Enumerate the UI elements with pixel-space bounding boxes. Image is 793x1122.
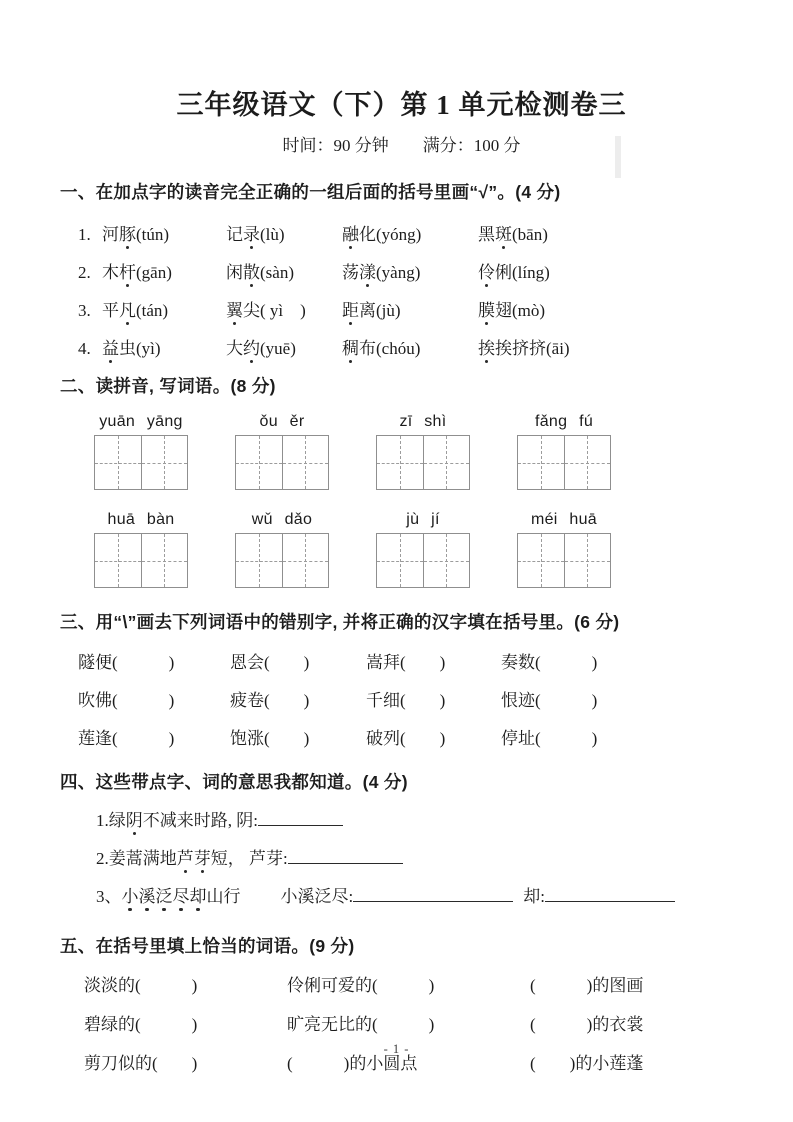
phrase-with-blank: ( )的小圆点: [287, 1054, 418, 1073]
grid-cell: [377, 436, 424, 489]
phrase-with-blank: 伶俐可爱的( ): [287, 976, 435, 995]
phrase-with-blank: 旷亮无比的( ): [287, 1015, 435, 1034]
phrase-with-blank: ( )的衣裳: [530, 1015, 644, 1034]
phrase-with-blank: ( )的小莲蓬: [530, 1054, 644, 1073]
answer-blank: [353, 887, 513, 902]
phrase-with-blank: 淡淡的( ): [84, 976, 198, 995]
answer-blank: [258, 811, 343, 826]
word-with-pinyin: 荡漾(yàng): [342, 263, 421, 282]
writing-grid: [517, 435, 611, 490]
writing-grid: [94, 533, 188, 588]
pinyin-grid-group: [94, 412, 188, 490]
word-with-blank: 恩会( ): [230, 653, 310, 672]
word-with-pinyin: 膜翅(mò): [478, 301, 546, 320]
section-3-body: [60, 650, 743, 752]
pinyin-label: fǎng fú: [534, 413, 594, 430]
word-with-blank: 破列( ): [366, 729, 446, 748]
pinyin-label: zī shì: [399, 413, 447, 430]
meaning-question: [60, 846, 743, 872]
writing-grid: [235, 435, 329, 490]
grid-cell: [377, 534, 424, 587]
word-with-blank: 隧便( ): [78, 653, 175, 672]
word-with-pinyin: 河豚(tún): [102, 225, 170, 244]
grid-cell: [95, 436, 142, 489]
word-with-blank: 吹佛( ): [78, 691, 175, 710]
answer-blank: [545, 887, 675, 902]
typo-correction-row: [60, 726, 743, 752]
item-number: 2.: [78, 263, 91, 282]
section-1-body: [60, 222, 743, 362]
grid-cell: [283, 436, 329, 489]
section-1-heading: 一、在加点字的读音完全正确的一组后面的括号里画“√”。(4 分): [60, 182, 561, 202]
word-with-pinyin: 闲散(sàn): [226, 263, 294, 282]
item-number: 3.: [78, 301, 91, 320]
word-with-blank: 嵩拜( ): [366, 653, 446, 672]
meaning-question: [60, 808, 743, 834]
word-with-pinyin: 记录(lù): [226, 225, 285, 244]
pinyin-grid-group: [235, 510, 329, 588]
phrase-with-blank: ( )的图画: [530, 976, 644, 995]
pinyin-grid-group: [517, 510, 611, 588]
writing-grid: [235, 533, 329, 588]
pinyin-grid-group: [517, 412, 611, 490]
word-with-pinyin: 翼尖( yì ): [226, 301, 306, 320]
word-with-pinyin: 黑斑(bān): [478, 225, 548, 244]
typo-correction-row: [60, 688, 743, 714]
phrase-with-blank: 剪刀似的( ): [84, 1054, 198, 1073]
grid-cell: [142, 436, 188, 489]
grid-cell: [283, 534, 329, 587]
sub-question-label: 小溪泛尽:: [280, 887, 354, 906]
grid-cell: [518, 534, 565, 587]
pinyin-choice-row: [60, 336, 743, 362]
word-with-blank: 饱涨( ): [230, 729, 310, 748]
section-5-body: [60, 972, 743, 1077]
fill-word-row: [60, 1011, 743, 1038]
word-with-pinyin: 木杆(gān): [102, 263, 172, 282]
word-with-blank: 千细( ): [366, 691, 446, 710]
fill-word-row: [60, 972, 743, 999]
word-with-blank: 奏数( ): [501, 653, 598, 672]
word-with-blank: 停址( ): [501, 729, 598, 748]
pinyin-grid-group: [94, 510, 188, 588]
section-4-heading: 四、这些带点字、词的意思我都知道。(4 分): [60, 772, 408, 792]
word-with-blank: 莲逢( ): [78, 729, 175, 748]
typo-correction-row: [60, 650, 743, 676]
writing-grid: [376, 533, 470, 588]
scan-artifact: [615, 136, 621, 178]
pinyin-writing-row: [60, 412, 743, 490]
word-with-pinyin: 稠布(chóu): [342, 339, 421, 358]
item-number: 4.: [78, 339, 91, 358]
pinyin-choice-row: [60, 260, 743, 286]
item-number: 1.: [78, 225, 91, 244]
question-text: 3、小溪泛尽却山行: [96, 887, 241, 906]
pinyin-choice-row: [60, 298, 743, 324]
grid-cell: [424, 436, 470, 489]
grid-cell: [565, 436, 611, 489]
word-with-pinyin: 益虫(yì): [102, 339, 161, 358]
word-with-pinyin: 距离(jù): [342, 301, 401, 320]
answer-blank: [288, 849, 403, 864]
meaning-question: [60, 884, 743, 910]
word-with-pinyin: 挨挨挤挤(āi): [478, 339, 570, 358]
writing-grid: [94, 435, 188, 490]
question-text: 1.绿阴不减来时路, 阴:: [96, 811, 258, 830]
page-title: 三年级语文（下）第 1 单元检测卷三: [176, 90, 627, 120]
grid-cell: [236, 436, 283, 489]
pinyin-label: jù jí: [406, 511, 440, 528]
grid-cell: [142, 534, 188, 587]
word-with-pinyin: 平凡(tán): [102, 301, 169, 320]
pinyin-label: wǔ dǎo: [251, 511, 313, 528]
pinyin-choice-row: [60, 222, 743, 248]
grid-cell: [565, 534, 611, 587]
section-5-heading: 五、在括号里填上恰当的词语。(9 分): [60, 936, 355, 956]
pinyin-label: méi huā: [530, 511, 598, 528]
pinyin-writing-row: [60, 510, 743, 588]
pinyin-label: huā bàn: [107, 511, 175, 528]
grid-cell: [95, 534, 142, 587]
word-with-blank: 恨迹( ): [501, 691, 598, 710]
page-number: - 1 -: [383, 1042, 410, 1056]
word-with-pinyin: 大约(yuē): [226, 339, 296, 358]
grid-cell: [518, 436, 565, 489]
question-text: 2.姜蒿满地芦芽短， 芦芽:: [96, 849, 288, 868]
grid-cell: [424, 534, 470, 587]
word-with-pinyin: 伶俐(líng): [478, 263, 550, 282]
word-with-pinyin: 融化(yóng): [342, 225, 422, 244]
exam-time-score: 时间：90 分钟 满分：100 分: [282, 136, 521, 155]
section-2-heading: 二、读拼音, 写词语。(8 分): [60, 376, 276, 396]
sub-question-label: 却:: [523, 887, 545, 906]
section-3-heading: 三、用“\”画去下列词语中的错别字, 并将正确的汉字填在括号里。(6 分): [60, 612, 620, 632]
pinyin-grid-group: [376, 412, 470, 490]
section-4-body: [60, 808, 743, 910]
pinyin-grid-group: [235, 412, 329, 490]
pinyin-grid-group: [376, 510, 470, 588]
phrase-with-blank: 碧绿的( ): [84, 1015, 198, 1034]
pinyin-label: yuān yāng: [99, 413, 183, 430]
writing-grid: [376, 435, 470, 490]
pinyin-label: ǒu ěr: [259, 413, 305, 430]
grid-cell: [236, 534, 283, 587]
word-with-blank: 疲卷( ): [230, 691, 310, 710]
writing-grid: [517, 533, 611, 588]
